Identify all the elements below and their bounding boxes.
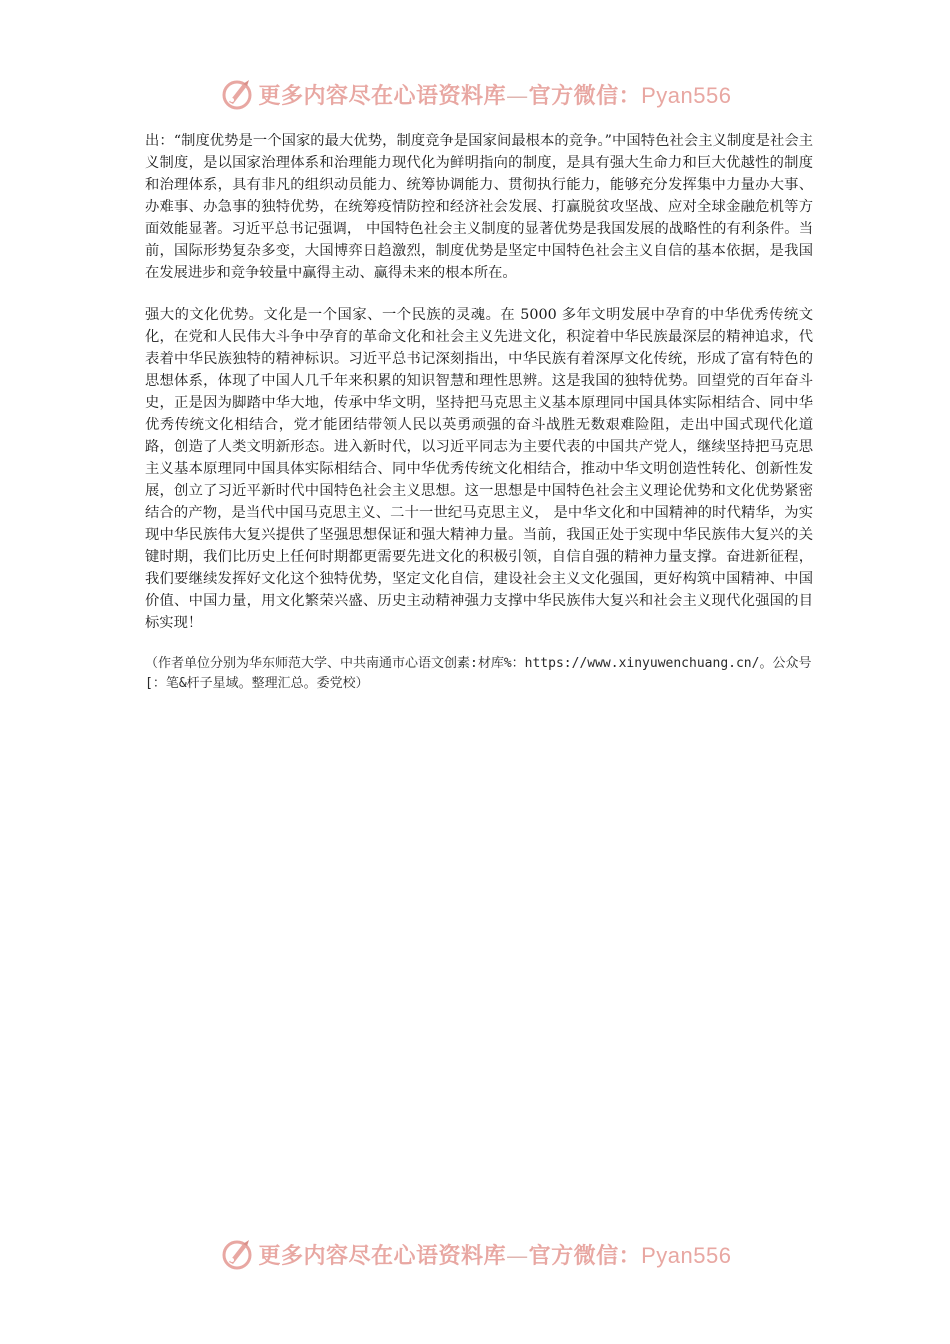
banner-account: Pyan556 (641, 1242, 732, 1268)
banner-text (259, 79, 732, 110)
document-body (145, 130, 813, 694)
header-banner (0, 72, 950, 116)
banner-text (259, 1239, 732, 1270)
banner-separator: — (506, 1243, 529, 1269)
quill-seal-icon (219, 76, 255, 112)
banner-main-text: 更多内容尽在心语资料库 (258, 1242, 507, 1269)
author-note: （作者单位分别为华东师范大学、中共南通市心语文创素:材库%：https://www.xinyuwenchuang.cn/。公众号[：笔&杆子星域。整理汇总。委党校） (145, 656, 812, 691)
quill-seal-icon (219, 1236, 255, 1272)
banner-separator: — (506, 83, 529, 109)
banner-inner (219, 1236, 732, 1272)
paragraph-culture-advantage: 强大的文化优势。文化是一个国家、一个民族的灵魂。在 5000 多年文明发展中孕育的中华优秀传统文化，在党和人民伟大斗争中孕育的革命文化和社会主义先进文化，积淀着中华民族最深层的精神追求，代表着中华民族独特的精神标识。习近平总书记深刻指出，中华民族有着深厚文化传统，形成了富有特色的思想体系，体现了中国人几千年来积累的知识智慧和理性思辨。这是我国的独特优势。回望党的百年奋斗史，正是因为脚踏中华大地，传承中华文明，坚持把马克思主义基本原理同中国具体实际相结合、同中华优秀传统文化相结合，党才能团结带领人民以英勇顽强的奋斗战胜无数艰难险阻，走出中国式现代化道路，创造了人类文明新形态。进入新时代，以习近平同志为主要代表的中国共产党人，继续坚持把马克思主义基本原理同中国具体实际相结合、同中华优秀传统文化相结合，推动中华文明创造性转化、创新性发展，创立了习近平新时代中国特色社会主义思想。这一思想是中国特色社会主义理论优势和文化优势紧密结合的产物，是当代中国马克思主义、二十一世纪马克思主义， 是中华文化和中国精神的时代精华，为实现中华民族伟大复兴提供了坚强思想保证和强大精神力量。当前，我国正处于实现中华民族伟大复兴的关键时期，我们比历史上任何时期都更需要先进文化的积极引领，自信自强的精神力量支撑。奋进新征程，我们要继续发挥好文化这个独特优势，坚定文化自信，建设社会主义文化强国，更好构筑中国精神、中国价值、中国力量，用文化繁荣兴盛、历史主动精神强力支撑中华民族伟大复兴和社会主义现代化强国的目标实现！ (145, 307, 813, 631)
banner-official-label: 官方微信： (528, 82, 642, 109)
banner-account: Pyan556 (641, 82, 732, 108)
footer-banner (0, 1232, 950, 1276)
banner-official-label: 官方微信： (528, 1242, 642, 1269)
banner-inner (219, 76, 732, 112)
banner-main-text: 更多内容尽在心语资料库 (258, 82, 507, 109)
paragraph-system-advantage: 出：“制度优势是一个国家的最大优势，制度竞争是国家间最根本的竞争。”中国特色社会主义制度是社会主义制度，是以国家治理体系和治理能力现代化为鲜明指向的制度，是具有强大生命力和巨大优越性的制度和治理体系，具有非凡的组织动员能力、统筹协调能力、贯彻执行能力，能够充分发挥集中力量办大事、办难事、办急事的独特优势，在统筹疫情防控和经济社会发展、打赢脱贫攻坚战、应对全球金融危机等方面效能显著。习近平总书记强调， 中国特色社会主义制度的显著优势是我国发展的战略性的有利条件。当前，国际形势复杂多变，大国博弈日趋激烈，制度优势是坚定中国特色社会主义自信的基本依据，是我国在发展进步和竞争较量中赢得主动、赢得未来的根本所在。 (145, 133, 813, 281)
